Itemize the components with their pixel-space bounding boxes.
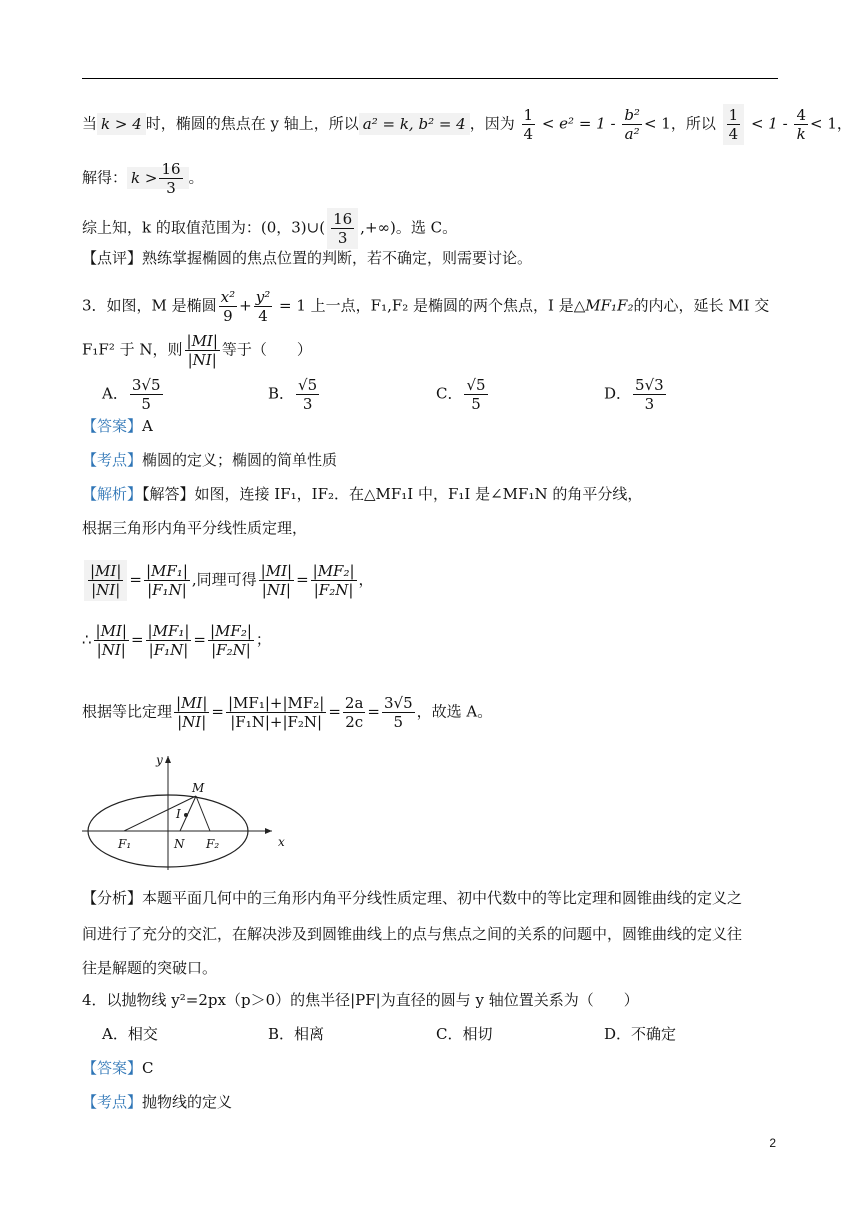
text: 时，椭圆的焦点在 y 轴上，所以 <box>145 114 359 133</box>
text: 根据三角形内角平分线性质定理， <box>82 519 308 537</box>
text-line-2 <box>82 160 204 197</box>
answer-tag: 【答案】 <box>82 417 143 435</box>
text: 根据等比定理 <box>82 702 173 721</box>
q3-option-c[interactable]: C． $\frac{√5}{5}$ <box>436 376 486 413</box>
segment-mn <box>180 796 196 831</box>
fraction: $\frac{|MI|}{|NI|}$ <box>186 332 218 369</box>
point-text: 椭圆的定义；椭圆的简单性质 <box>142 451 338 469</box>
text: ,+∞)。选 C。 <box>360 218 458 237</box>
label-f1: F₁ <box>118 837 132 851</box>
answer-tag: 【答案】 <box>82 1059 143 1077</box>
text: 往是解题的突破口。 <box>82 959 218 977</box>
text: ，因为 <box>469 114 515 133</box>
q3-option-a[interactable]: A． $\frac{3√5}{5}$ <box>102 376 161 413</box>
header-rule <box>82 78 778 79</box>
text: 3．如图，M 是椭圆 <box>82 296 217 315</box>
q3-answer <box>82 416 153 436</box>
text: 的内心，延长 MI 交 <box>633 296 770 315</box>
ellipse-figure <box>82 752 302 872</box>
formula-row-3: 根据等比定理 $\frac{|MI|}{|NI|}$ = $\frac{\text{|MF₁|+|MF₂|}}{\text{|F₁N|+|F₂N|}}$ = $\frac{2a}{2c}$ = $\frac{3√5}{5}$ ，故选 A。 <box>82 694 493 731</box>
fraction: $\frac{\text{y²}}{4}$ <box>255 288 271 325</box>
page-number: 2 <box>769 1136 776 1150</box>
text-line-1: 当 k > 4 时，椭圆的焦点在 y 轴上，所以 a² = k, b² = 4 ，因为 $\frac{1}{4}$ < e² = 1 - $\frac{\text{b²}}{\text{a²}}$ < 1，所以 $\frac{1}{4}$ < 1 - $\frac{4}{k}$ < 1， <box>82 106 852 143</box>
q4-answer <box>82 1058 154 1078</box>
math-expr: a² = k, b² = 4 <box>359 113 470 135</box>
q3-stem-line-2 <box>82 332 312 369</box>
q3-stem-line-1: 3．如图，M 是椭圆 $\frac{\text{x²}}{9}$ + $\frac{\text{y²}}{4}$ = 1 上一点，F₁,F₂ 是椭圆的两个焦点，I 是△MF₁F₂的内心，延长 MI 交 <box>82 288 770 325</box>
analysis-tag: 【解析】 <box>82 485 143 503</box>
q4-option-a[interactable]: A．相交 <box>102 1025 158 1043</box>
q3-analysis <box>82 484 642 504</box>
point-tag: 【考点】 <box>82 1093 143 1111</box>
label-n: N <box>174 837 185 851</box>
analysis2-tag: 【分析】 <box>82 889 143 907</box>
label-y: y <box>156 753 163 767</box>
answer-sub-tag: 【解答】 <box>142 485 195 503</box>
text: ，故选 A。 <box>416 702 493 721</box>
text: F₁F² 于 N，则 <box>82 340 183 359</box>
text: 如图，连接 IF₁，IF₂．在△MF₁I 中，F₁I 是∠MF₁N 的角平分线， <box>194 485 643 503</box>
text: 当 <box>82 114 98 133</box>
q4-option-d[interactable]: D．不确定 <box>604 1025 677 1043</box>
q3-analysis2-l2 <box>82 924 742 944</box>
formula-row-2: ∴ $\frac{|MI|}{|NI|}$ = $\frac{\text{|MF₁|}}{\text{|F₁N|}}$ = $\frac{\text{|MF₂|}}{\text{|F₂N|}}$ ； <box>82 622 271 659</box>
q4-option-b[interactable]: B．相离 <box>268 1025 325 1043</box>
text: 等于（ ） <box>221 340 312 359</box>
fraction: $\frac{\text{b²}}{\text{a²}}$ <box>624 106 640 143</box>
q3-analysis2-l1 <box>82 888 742 908</box>
text: 本题平面几何中的三角形内角平分线性质定理、初中代数中的等比定理和圆锥曲线的定义之 <box>142 889 743 907</box>
text: 间进行了充分的交汇，在解决涉及到圆锥曲线上的点与焦点之间的关系的问题中，圆锥曲线的定义往 <box>82 925 743 943</box>
text: 上一点，F₁,F₂ 是椭圆的两个焦点，I 是△ <box>310 296 586 315</box>
label-i: I <box>176 807 181 821</box>
answer-value: C <box>142 1059 154 1077</box>
fraction: $\frac{16}{3}$ <box>327 208 358 249</box>
text: < 1， <box>809 114 852 133</box>
label-x: x <box>278 835 285 849</box>
q4-option-c[interactable]: C．相切 <box>436 1025 493 1043</box>
fraction: $\frac{\text{x²}}{9}$ <box>220 288 236 325</box>
q4-stem <box>82 990 639 1010</box>
fraction: $\frac{1}{4}$ <box>723 104 745 145</box>
label-f2: F₂ <box>206 837 220 851</box>
fraction: $\frac{16}{3}$ <box>161 160 181 197</box>
y-axis-arrow <box>165 756 171 763</box>
formula-row-1: $\frac{|MI|}{|NI|}$ = $\frac{\text{|MF₁|}}{\text{|F₁N|}}$ ,同理可得 $\frac{|MI|}{|NI|}$ = $\frac{\text{|MF₂|}}{\text{|F₂N|}}$ ， <box>82 560 374 601</box>
label-m: M <box>192 781 205 795</box>
text: 解得： <box>82 168 128 187</box>
q3-option-d[interactable]: D． $\frac{5√3}{3}$ <box>604 376 664 413</box>
math-expr: k > 4 <box>97 113 146 135</box>
text: ,同理可得 <box>191 570 257 589</box>
incenter-point <box>184 813 188 817</box>
q3-option-b[interactable]: B． $\frac{√5}{3}$ <box>268 376 318 413</box>
point-tag: 【考点】 <box>82 451 143 469</box>
review-tag: 【点评】 <box>82 249 143 267</box>
q4-point <box>82 1092 232 1112</box>
text: < 1，所以 <box>643 114 716 133</box>
segment-mf2 <box>196 796 210 831</box>
text: 综上知，k 的取值范围为：(0，3)∪( <box>82 218 326 237</box>
text: 。 <box>188 168 204 187</box>
math-expr: k > <box>131 168 158 187</box>
x-axis-arrow <box>265 828 272 834</box>
q3-point <box>82 450 337 470</box>
text-line-3 <box>82 208 457 249</box>
q3-options <box>102 376 702 413</box>
point-text: 抛物线的定义 <box>142 1093 233 1111</box>
review-line <box>82 248 532 268</box>
text: 4．以抛物线 y²=2px（p＞0）的焦半径|PF|为直径的圆与 y 轴位置关系为（ ） <box>82 991 639 1009</box>
q3-theorem <box>82 518 307 538</box>
fraction: $\frac{4}{k}$ <box>796 106 806 143</box>
therefore-symbol: ∴ <box>82 630 92 649</box>
answer-value: A <box>142 417 153 435</box>
fraction: $\frac{1}{4}$ <box>523 106 534 143</box>
text: 熟练掌握椭圆的焦点位置的判断，若不确定，则需要讨论。 <box>142 249 533 267</box>
q3-analysis2-l3 <box>82 958 217 978</box>
q4-options <box>102 1024 702 1046</box>
